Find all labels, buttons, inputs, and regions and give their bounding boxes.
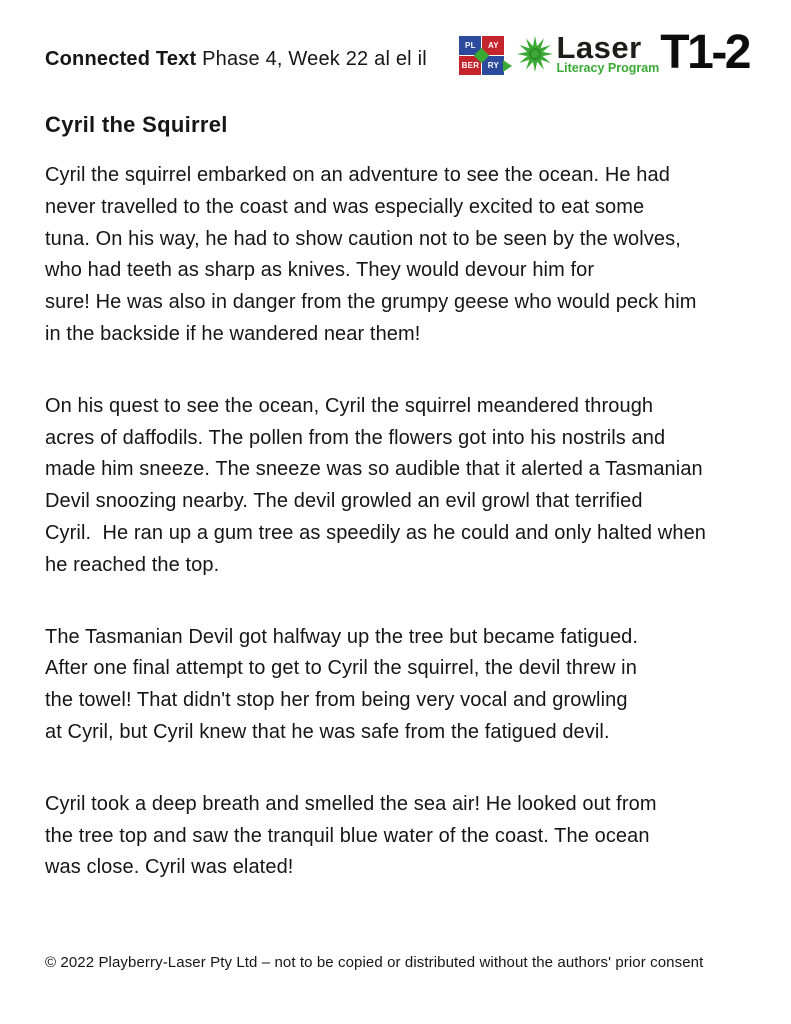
story-line: the tree top and saw the tranquil blue water of the coast. The ocean [45, 824, 650, 847]
module-code: T1-2 [660, 26, 749, 79]
playberry-puzzle-logo [459, 36, 504, 75]
story-line: never travelled to the coast and was especially excited to eat some [45, 195, 645, 218]
header-phase-week-label: Phase 4, Week 22 al el il [196, 48, 427, 70]
story-line: The Tasmanian Devil got halfway up the tree but became fatigued. [45, 625, 639, 648]
story-line: the towel! That didn't stop her from being very vocal and growling [45, 689, 628, 712]
story-paragraph [45, 391, 757, 582]
header-label [45, 48, 427, 71]
puzzle-piece-ry: RY [482, 56, 504, 75]
story-line: After one final attempt to get to Cyril the squirrel, the devil threw in [45, 657, 637, 680]
story-line: made him sneeze. The sneeze was so audible that it alerted a Tasmanian [45, 458, 703, 481]
story-line: tuna. On his way, he had to show caution not to be seen by the wolves, [45, 227, 681, 250]
page-header [45, 26, 749, 79]
page-title: Cyril the Squirrel [45, 112, 228, 137]
story-line: he reached the top. [45, 553, 220, 576]
story-line: sure! He was also in danger from the grumpy geese who would peck him [45, 291, 697, 314]
logo-wordmark [556, 32, 659, 75]
laser-burst-icon [516, 34, 554, 74]
story-line: Cyril took a deep breath and smelled the sea air! He looked out from [45, 792, 657, 815]
puzzle-piece-ber: BER [459, 56, 481, 75]
laser-literacy-logo [459, 26, 749, 79]
logo-name: Laser [556, 30, 642, 65]
story-line: at Cyril, but Cyril knew that he was safe from the fatigued devil. [45, 720, 610, 743]
story-line: On his quest to see the ocean, Cyril the squirrel meandered through [45, 394, 654, 417]
story-line: acres of daffodils. The pollen from the flowers got into his nostrils and [45, 426, 666, 449]
story-paragraph [45, 160, 757, 351]
puzzle-arrow-icon [503, 60, 512, 72]
story-line: was close. Cyril was elated! [45, 856, 294, 879]
puzzle-piece-ay: AY [482, 36, 504, 55]
story-line: who had teeth as sharp as knives. They would devour him for [45, 259, 595, 282]
logo-subtitle: Literacy Program [556, 61, 660, 75]
story-line: in the backside if he wandered near them! [45, 322, 421, 345]
header-series-label: Connected Text [45, 48, 197, 70]
story-paragraph [45, 622, 757, 749]
story-line: Cyril the squirrel embarked on an adventure to see the ocean. He had [45, 164, 670, 186]
copyright-footer: © 2022 Playberry-Laser Pty Ltd – not to be copied or distributed without the authors' prior consent [45, 954, 704, 971]
story-content [45, 160, 757, 924]
puzzle-piece-pl: PL [459, 36, 481, 55]
story-line: Cyril. He ran up a gum tree as speedily as he could and only halted when [45, 521, 707, 544]
story-paragraph [45, 789, 757, 884]
story-line: Devil snoozing nearby. The devil growled an evil growl that terrified [45, 490, 643, 513]
